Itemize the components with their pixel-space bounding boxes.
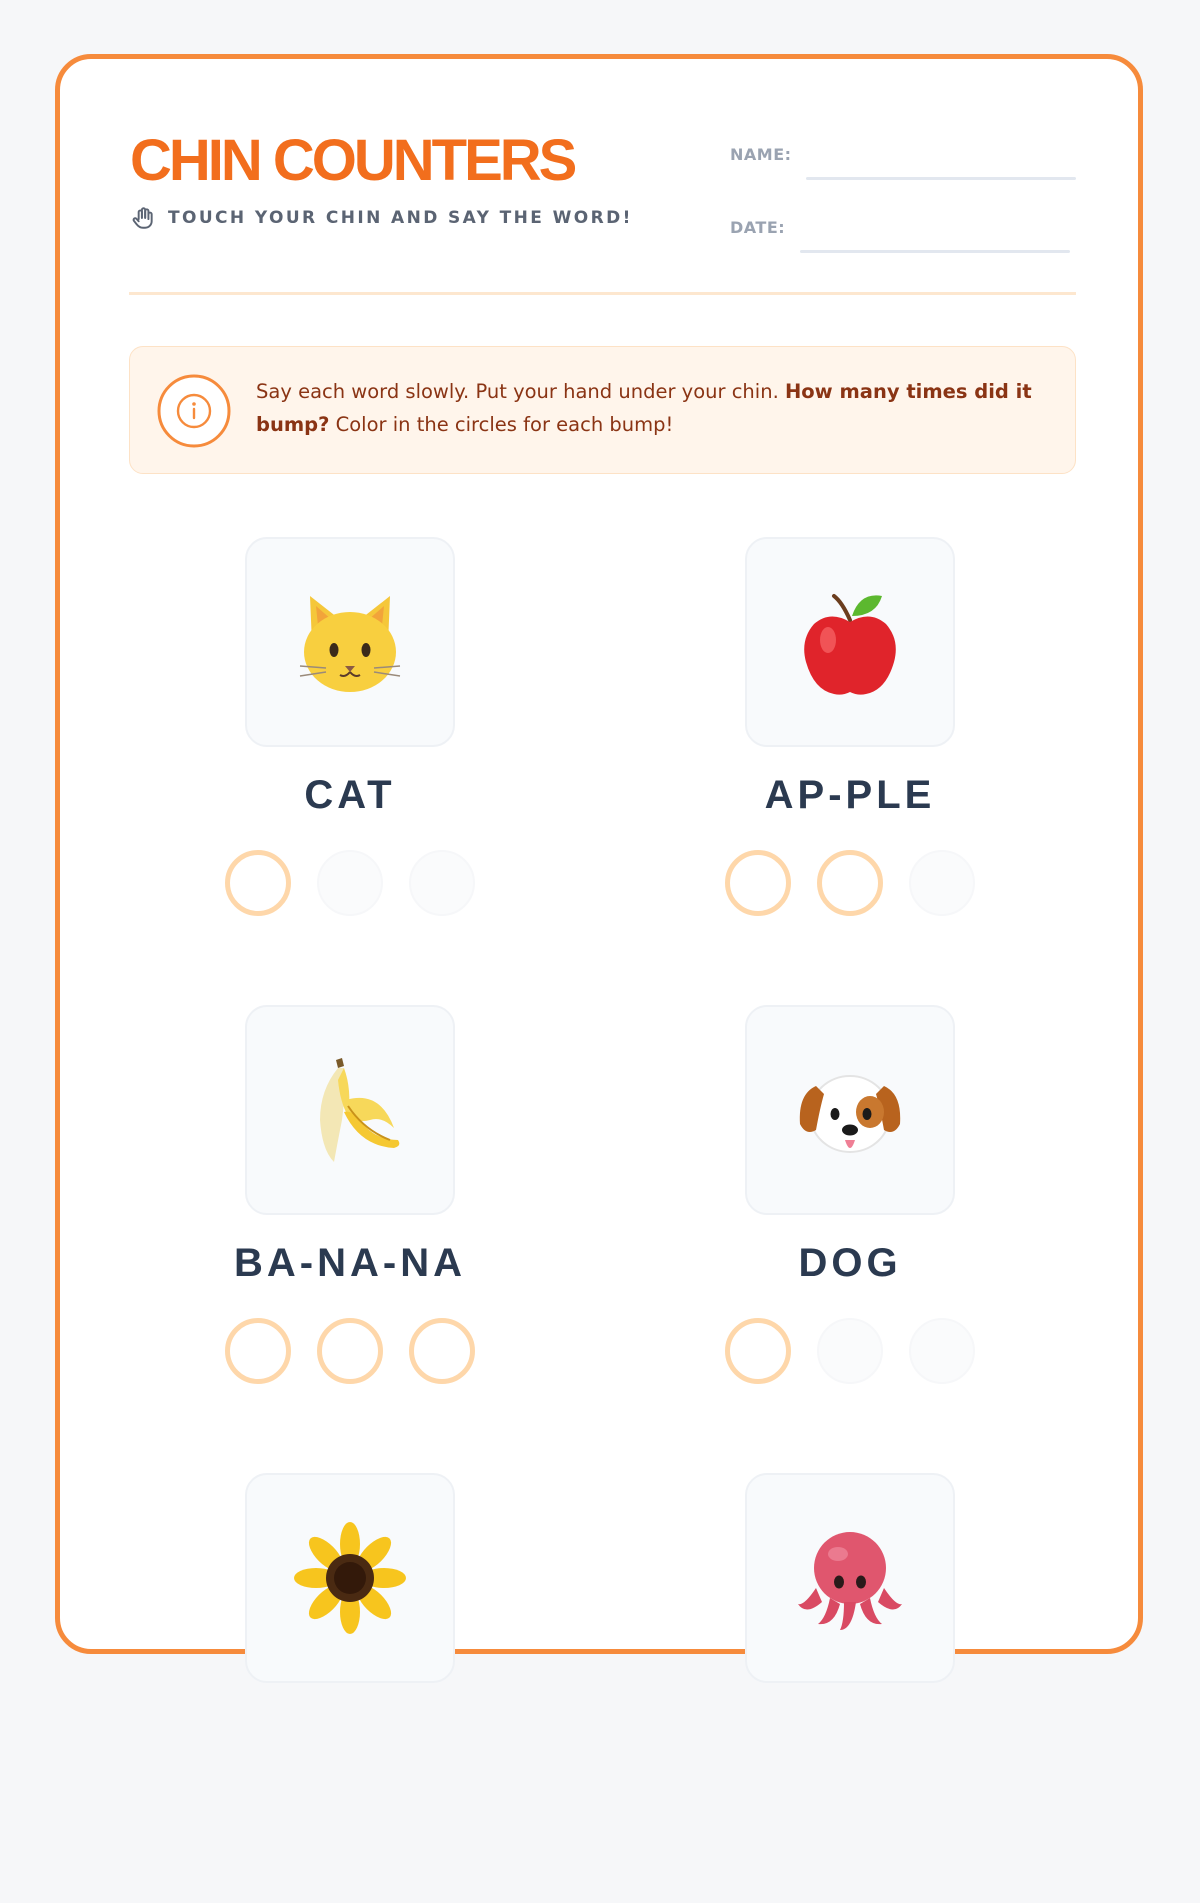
dog-face-icon: [790, 1050, 910, 1170]
bump-circle-faded: [909, 850, 975, 916]
cat-face-icon: [290, 582, 410, 702]
worksheet-card: [55, 54, 1143, 1654]
picture-box: [245, 1473, 455, 1683]
date-field[interactable]: [800, 250, 1070, 253]
info-icon: [156, 373, 232, 449]
date-label: DATE:: [730, 218, 786, 237]
picture-box: [745, 1473, 955, 1683]
banana-icon: [290, 1050, 410, 1170]
word-label: AP-PLE: [764, 773, 936, 817]
name-label: NAME:: [730, 145, 792, 164]
picture-box: [245, 537, 455, 747]
bump-circles: [725, 850, 975, 916]
instructions-text: [256, 375, 1046, 441]
bump-circle[interactable]: [817, 850, 883, 916]
instructions-part-3: Color in the circles for each bump!: [329, 413, 674, 436]
word-label: CAT: [304, 773, 396, 817]
bump-circles: [225, 850, 475, 916]
word-label: DOG: [798, 1241, 902, 1285]
picture-box: [245, 1005, 455, 1215]
bump-circle[interactable]: [225, 850, 291, 916]
picture-box: [745, 537, 955, 747]
bump-circle-faded: [817, 1318, 883, 1384]
picture-box: [745, 1005, 955, 1215]
worksheet-subtitle: [130, 205, 633, 231]
bump-circles: [725, 1318, 975, 1384]
bump-circle[interactable]: [725, 850, 791, 916]
word-item-octopus: [650, 1473, 1050, 1903]
bump-circle[interactable]: [225, 1318, 291, 1384]
red-apple-icon: [790, 582, 910, 702]
bump-circles: [225, 1318, 475, 1384]
word-item-dog: [650, 1005, 1050, 1435]
name-field[interactable]: [806, 177, 1076, 180]
bump-circle[interactable]: [725, 1318, 791, 1384]
word-label: BA-NA-NA: [234, 1241, 466, 1285]
word-item-sunflower: [150, 1473, 550, 1903]
instructions-part-1: Say each word slowly. Put your hand under your chin.: [256, 380, 785, 403]
instructions-box: [129, 346, 1076, 474]
word-item-cat: [150, 537, 550, 967]
bump-circle[interactable]: [317, 1318, 383, 1384]
word-item-banana: [150, 1005, 550, 1435]
bump-circle-faded: [909, 1318, 975, 1384]
instructions-question: How many times did it bump?: [256, 380, 1032, 436]
hand-icon: [130, 205, 156, 231]
subtitle-text: TOUCH YOUR CHIN AND SAY THE WORD!: [168, 208, 633, 228]
bump-circle-faded: [317, 850, 383, 916]
bump-circle-faded: [409, 850, 475, 916]
bump-circle[interactable]: [409, 1318, 475, 1384]
worksheet-title: CHIN COUNTERS: [130, 128, 575, 193]
header-divider: [129, 292, 1076, 295]
word-item-apple: [650, 537, 1050, 967]
octopus-icon: [790, 1518, 910, 1638]
sunflower-icon: [290, 1518, 410, 1638]
